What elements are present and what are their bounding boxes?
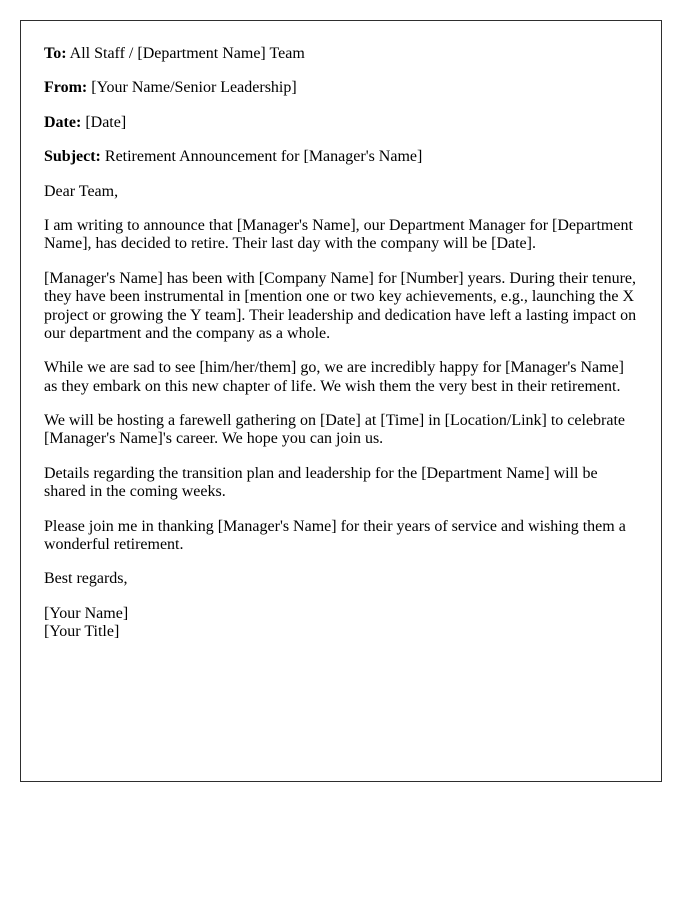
- subject-label: Subject:: [44, 148, 101, 166]
- date-label: Date:: [44, 113, 82, 131]
- closing: Best regards,: [44, 570, 128, 588]
- salutation: Dear Team,: [44, 182, 119, 200]
- meta-line-date: [44, 114, 638, 132]
- body-paragraph-announcement: I am writing to announce that [Manager's Name], our Department Manager for [Department Name], has decided to retire. Their last day with the company will be [Date].: [44, 216, 633, 253]
- date-value: [Date]: [85, 113, 127, 131]
- subject-value: Retirement Announcement for [Manager's Name]: [104, 148, 423, 166]
- signature-block: [44, 605, 638, 642]
- meta-line-from: [44, 79, 638, 97]
- meta-line-subject: [44, 148, 638, 166]
- signature-title: [Your Title]: [44, 623, 120, 641]
- body-paragraph-tenure: [Manager's Name] has been with [Company Name] for [Number] years. During their tenure, they have been instrumental in [mention one or two key achievements, e.g., launching the X project or growing the Y team]. Their leadership and dedication have left a lasting impact on our department and the company as a whole.: [44, 269, 637, 342]
- body-paragraph-thanks: Please join me in thanking [Manager's Name] for their years of service and wishing them a wonderful retirement.: [44, 517, 626, 554]
- letter-template-container: [20, 20, 662, 782]
- body-paragraph-wishes: While we are sad to see [him/her/them] go, we are incredibly happy for [Manager's Name] as they embark on this new chapter of life. We wish them the very best in their retirement.: [44, 359, 624, 395]
- body-paragraph-transition-plan: Details regarding the transition plan and leadership for the [Department Name] will be shared in the coming weeks.: [44, 464, 598, 501]
- meta-line-to: [44, 45, 638, 63]
- from-label: From:: [44, 79, 88, 97]
- from-value: [Your Name/Senior Leadership]: [91, 79, 297, 97]
- to-label: To:: [44, 45, 67, 62]
- signature-name: [Your Name]: [44, 604, 129, 622]
- body-paragraph-farewell-gathering: We will be hosting a farewell gathering on [Date] at [Time] in [Location/Link] to celebrate [Manager's Name]'s career. We hope you can join us.: [44, 412, 626, 448]
- to-value: All Staff / [Department Name] Team: [69, 45, 305, 62]
